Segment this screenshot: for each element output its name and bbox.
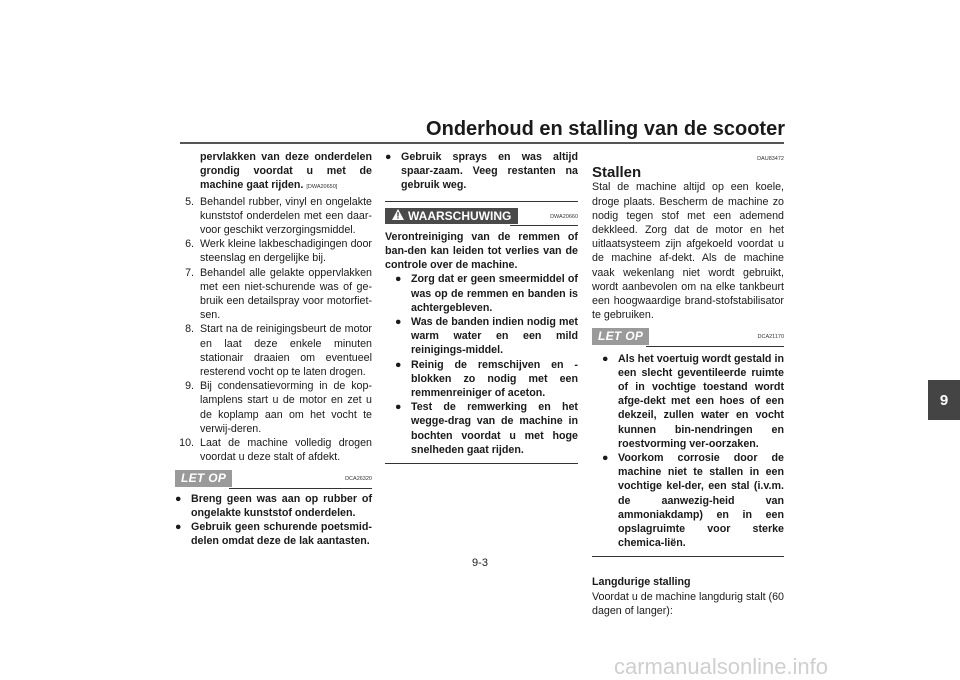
column-2 [385,150,578,464]
bullet-icon: ● [602,352,609,365]
numbered-item [175,237,372,265]
bullet-text: Was de banden indien nodig met warm water en een mild reinigings-middel. [411,316,578,357]
list-item: ● Gebruik sprays en was altijd spaar-zaam. Veeg restanten na gebruik weg. [385,151,578,192]
bullet-text: Test de remwerking en het wegge-drag van de machine in bochten voordat u met hoge snelheden gaat rijden. [411,401,578,456]
bullet-text: Reinig de remschijven en -blokken zo nodig met een remmenreiniger of aceton. [411,358,578,400]
list-item [175,492,372,520]
notice-top-rule [646,346,784,347]
notice-code: DCA26320 [345,476,372,483]
notice-code: DCA21170 [757,334,784,341]
item-number: 5. [185,195,194,208]
section-title: Stallen [592,164,642,182]
item-text: Werk kleine lakbeschadigingen door steenslag en dergelijke bij. [200,238,372,265]
bullet-text: Zorg dat er geen smeermiddel of was op de remmen en banden is achtergebleven. [411,273,578,314]
column-1 [175,150,372,548]
bullet-text: Als het voertuig wordt gestald in een slecht geventileerde ruimte of in vochtige toestand wordt afge-dekt met een hoes of een dekzeil, zullen water en vocht kunnen bin-nendringen en roestvorming ver-oorzaken. [618,352,784,450]
numbered-item [175,322,372,379]
item-text: Bij condensatievorming in de kop-lamplens start u de motor en zet u de koplamp aan om het vocht te verwij-deren. [200,380,372,435]
list-item [602,451,784,550]
bullet-icon: ● [175,492,182,505]
bullet-icon: ● [395,316,402,329]
item-text: Laat de machine volledig drogen voordat u deze stalt of afdekt. [200,437,372,464]
numbered-list [175,195,372,465]
warning-code: [DWA20650] [306,184,338,191]
numbered-item [175,266,372,323]
warning-triangle-icon [392,209,404,223]
item-number: 10. [179,437,194,450]
bullet-icon: ● [602,452,609,465]
item-number: 7. [185,266,194,279]
page-title: Onderhoud en stalling van de scooter [426,118,785,140]
page-number: 9-3 [472,557,488,569]
list-item [395,272,578,315]
warning-code: DWA20660 [550,213,578,220]
list-item [395,400,578,457]
watermark: carmanualsonline.info [614,654,829,679]
numbered-item [175,379,372,436]
item-number: 6. [185,238,194,251]
item-number: 8. [185,323,194,336]
item-text: Start na de reinigingsbeurt de motor en laat deze enkele minuten stationair draaien om eventueel resterend vocht op te laten drogen. [200,323,372,379]
bullet-text: Breng geen was aan op rubber of ongelakte kunststof onderdelen. [191,492,372,519]
item-text: Behandel rubber, vinyl en ongelakte kunststof onderdelen met een daar-voor geschikt verzorgingsmiddel. [200,195,372,237]
warning-bullets [385,272,578,457]
section-text: Stal de machine altijd op een koele, droge plaats. Bescherm de machine zo nodig tegen stof met een ademend dekkleed. Zorg dat de motor en het uitlaatsysteem zijn afgekoeld voordat u de machine af-dekt. Als de machine vaak wekenlang niet wordt gebruikt, wordt aanbevolen om na elke tankbeurt een hoogwaardige brand-stofstabilisator te gebruiken. [592,181,784,322]
section-code: DAU83472 [757,156,784,162]
bullet-icon: ● [175,521,182,534]
continued-paragraph: pervlakken van deze onderdelen grondig voordat u met de machine gaat rijden. [DWA20650] [200,151,372,192]
item-text: Behandel alle gelakte oppervlakken met een niet-schurende was of ge-bruik een detailspray voor motorfiet-sen. [200,266,372,322]
notice-bullets [592,352,784,551]
warning-top-rule [510,225,578,226]
warning-label: WAARSCHUWING [385,208,518,224]
bullet-icon: ● [395,273,402,286]
header-rule [180,142,784,144]
notice-label: LET OP [175,470,232,486]
subsection-text: Voordat u de machine langdurig stalt (60 dagen of langer): [592,590,784,617]
notice-header [175,470,372,486]
list-item [175,520,372,548]
warning-intro: Verontreiniging van de remmen of ban-den kan leiden tot verlies van de controle over de machine. [385,230,578,272]
item-number: 9. [185,380,194,393]
bullet-text: Gebruik geen schurende poetsmid-delen omdat deze de lak aantasten. [191,521,372,548]
notice-bullets [175,492,372,549]
list-item [395,358,578,401]
notice-header [592,328,784,344]
bullet-text: Voorkom corrosie door de machine niet te stallen in een vochtige kel-der, een stal (i.v.m. de aanwezig-heid van ammoniakdamp) en in een opslagruimte voor sterke chemica-liën. [618,452,784,550]
subsection-title: Langdurige stalling [592,576,691,589]
numbered-item [175,195,372,238]
rule [385,201,578,202]
notice-label: LET OP [592,328,649,344]
list-item [395,315,578,358]
numbered-item [175,436,372,464]
chapter-tab: 9 [928,380,960,420]
column-3 [592,150,784,618]
list-item [602,352,784,451]
notice-top-rule [229,488,372,489]
bullet-icon: ● [395,401,402,414]
bullet-icon: ● [395,358,402,371]
warning-header [385,208,578,224]
warning-bottom-rule [385,463,578,464]
